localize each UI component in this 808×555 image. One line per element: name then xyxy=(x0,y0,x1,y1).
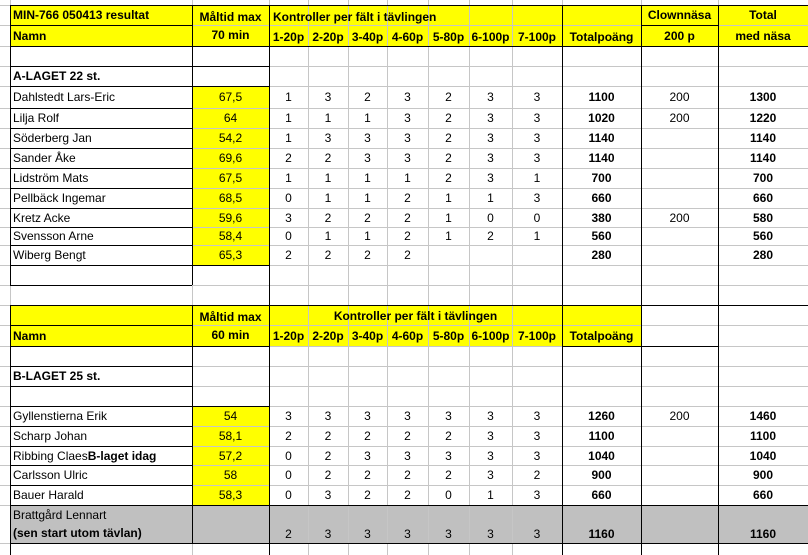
field-score-cell[interactable]: 2 xyxy=(324,468,332,482)
field-score-cell[interactable]: 0 xyxy=(445,488,452,502)
grand-total-cell[interactable]: 560 xyxy=(752,229,774,243)
field-score-cell[interactable]: 3 xyxy=(533,488,541,502)
field-score-cell[interactable] xyxy=(428,245,469,265)
name-column-header: Namn xyxy=(13,28,47,43)
grand-total-cell[interactable]: 1160 xyxy=(749,526,777,541)
name-column-header-b: Namn xyxy=(13,328,47,343)
field-score-cell[interactable]: 2 xyxy=(324,151,332,165)
field-score-cell[interactable]: 2 xyxy=(324,248,332,262)
field-score-cell[interactable]: 3 xyxy=(404,90,411,104)
total-points-cell[interactable]: 1100 xyxy=(588,429,615,443)
field-header-b-6: 6-100p xyxy=(471,329,510,343)
field-score-cell[interactable]: 2 xyxy=(445,151,452,165)
field-score-cell[interactable]: 3 xyxy=(364,409,371,423)
field-score-cell[interactable]: 3 xyxy=(487,526,494,541)
participant-name[interactable]: Scharp Johan xyxy=(13,429,88,443)
field-score-cell[interactable]: 3 xyxy=(487,171,494,185)
field-score-cell[interactable]: 3 xyxy=(404,526,411,541)
field-score-cell[interactable]: 1 xyxy=(324,111,332,125)
participant-name[interactable] xyxy=(10,446,192,465)
field-score-cell[interactable]: 3 xyxy=(487,131,494,145)
clown-nose-cell[interactable]: 200 xyxy=(669,409,690,423)
field-score-cell[interactable]: 1 xyxy=(487,488,494,502)
finish-time-cell[interactable]: 64 xyxy=(223,111,238,125)
total-points-cell[interactable]: 560 xyxy=(591,229,612,243)
field-score-cell[interactable]: 3 xyxy=(324,409,332,423)
field-score-cell[interactable]: 3 xyxy=(533,151,541,165)
participant-name[interactable]: Pellbäck Ingemar xyxy=(13,191,106,205)
field-score-cell[interactable]: 3 xyxy=(533,409,541,423)
field-header-b-7: 7-100p xyxy=(517,329,557,343)
finish-time-cell[interactable]: 58 xyxy=(223,468,238,482)
field-score-cell[interactable]: 3 xyxy=(533,131,541,145)
field-score-cell[interactable]: 3 xyxy=(404,448,411,463)
field-header-7: 7-100p xyxy=(517,30,557,44)
grand-total-cell[interactable]: 1100 xyxy=(749,429,777,443)
field-score-cell[interactable]: 3 xyxy=(487,409,494,423)
time-header-b-line2: 60 min xyxy=(211,328,250,342)
field-score-cell[interactable]: 3 xyxy=(487,448,494,463)
total-points-cell[interactable]: 1020 xyxy=(588,111,615,125)
field-score-cell[interactable]: 3 xyxy=(487,429,494,443)
total-points-cell[interactable]: 660 xyxy=(591,488,612,502)
grid-line xyxy=(10,386,192,387)
field-score-cell[interactable]: 3 xyxy=(285,409,292,423)
field-header-4: 4-60p xyxy=(391,30,424,44)
field-score-cell[interactable]: 3 xyxy=(324,488,332,502)
grand-total-cell[interactable]: 1140 xyxy=(749,151,777,165)
field-score-cell[interactable]: 2 xyxy=(404,210,411,225)
grand-total-cell[interactable]: 660 xyxy=(752,488,774,502)
field-score-cell[interactable]: 1 xyxy=(533,229,541,243)
field-score-cell[interactable]: 1 xyxy=(445,210,452,225)
field-score-cell[interactable]: 2 xyxy=(445,90,452,104)
report-title: MIN-766 050413 resultat xyxy=(13,8,150,22)
field-score-cell[interactable]: 3 xyxy=(404,151,411,165)
field-score-cell[interactable]: 2 xyxy=(533,468,541,482)
field-score-cell[interactable]: 1 xyxy=(285,171,292,185)
total-points-header-b: Totalpoäng xyxy=(569,329,634,343)
participant-name[interactable]: Bauer Harald xyxy=(13,488,84,502)
finish-time-cell[interactable]: 54,2 xyxy=(218,131,243,145)
field-score-cell[interactable]: 3 xyxy=(533,429,541,443)
field-score-cell[interactable]: 3 xyxy=(533,191,541,205)
total-points-cell[interactable]: 1040 xyxy=(588,448,615,463)
grand-total-cell[interactable]: 700 xyxy=(752,171,774,185)
finish-time-cell[interactable]: 68,5 xyxy=(218,191,243,205)
field-score-cell[interactable]: 3 xyxy=(533,526,541,541)
field-score-cell[interactable]: 2 xyxy=(324,210,332,225)
field-score-cell[interactable]: 3 xyxy=(404,131,411,145)
total-points-cell[interactable]: 700 xyxy=(591,171,612,185)
participant-name[interactable]: Carlsson Ulric xyxy=(13,468,88,482)
total-points-cell[interactable]: 1140 xyxy=(588,151,615,165)
team-a-label: A-LAGET 22 st. xyxy=(13,69,101,83)
field-header-b-5: 5-80p xyxy=(432,329,465,343)
total-points-cell[interactable]: 1100 xyxy=(588,90,615,104)
field-score-cell[interactable]: 2 xyxy=(285,248,292,262)
field-score-cell[interactable]: 1 xyxy=(285,111,292,125)
grand-total-cell[interactable]: 580 xyxy=(752,210,774,225)
field-score-cell[interactable]: 3 xyxy=(364,448,371,463)
grid-line xyxy=(10,543,808,544)
field-score-cell[interactable]: 2 xyxy=(404,229,411,243)
grand-total-cell[interactable]: 1220 xyxy=(749,111,777,125)
total-points-cell[interactable]: 280 xyxy=(591,248,612,262)
field-score-cell[interactable]: 3 xyxy=(445,448,452,463)
grand-total-header-line2: med näsa xyxy=(735,28,791,43)
field-score-cell[interactable]: 1 xyxy=(445,229,452,243)
total-points-cell[interactable]: 1260 xyxy=(588,409,615,423)
clown-nose-cell[interactable] xyxy=(641,485,718,505)
outside-participant-note[interactable]: (sen start utom tävlan) xyxy=(13,526,142,540)
team-b-label: B-LAGET 25 st. xyxy=(13,369,101,383)
grid-line xyxy=(192,505,193,543)
grand-total-cell[interactable]: 1460 xyxy=(749,409,777,423)
field-score-cell[interactable]: 2 xyxy=(285,151,292,165)
field-header-b-4: 4-60p xyxy=(391,329,424,343)
field-score-cell[interactable]: 2 xyxy=(364,248,371,262)
field-score-cell[interactable]: 0 xyxy=(285,448,292,463)
field-score-cell[interactable]: 1 xyxy=(324,171,332,185)
field-score-cell[interactable]: 1 xyxy=(364,171,371,185)
clown-nose-cell[interactable] xyxy=(641,168,718,188)
field-header-1: 1-20p xyxy=(272,30,305,44)
clown-nose-cell[interactable] xyxy=(641,227,718,245)
field-score-cell[interactable]: 0 xyxy=(285,191,292,205)
field-score-cell[interactable]: 3 xyxy=(324,131,332,145)
field-score-cell[interactable]: 3 xyxy=(487,111,494,125)
controls-header-b: Kontroller per fält i tävlingen xyxy=(333,309,498,323)
field-score-cell[interactable]: 0 xyxy=(285,468,292,482)
clown-nose-cell[interactable] xyxy=(641,465,718,485)
field-header-b-1: 1-20p xyxy=(272,329,305,343)
field-header-3: 3-40p xyxy=(351,30,384,44)
field-score-cell[interactable]: 2 xyxy=(404,248,411,262)
finish-time-cell[interactable]: 58,3 xyxy=(218,488,243,502)
finish-time-cell[interactable]: 67,5 xyxy=(218,171,243,185)
field-score-cell[interactable]: 2 xyxy=(364,468,371,482)
total-points-header: Totalpoäng xyxy=(569,30,634,44)
participant-name[interactable]: Söderberg Jan xyxy=(13,131,92,145)
field-score-cell[interactable]: 2 xyxy=(445,468,452,482)
field-score-cell[interactable]: 3 xyxy=(533,448,541,463)
field-score-cell[interactable]: 2 xyxy=(324,448,332,463)
grid-line xyxy=(10,46,808,47)
field-score-cell[interactable]: 1 xyxy=(533,171,541,185)
field-score-cell[interactable]: 0 xyxy=(533,210,541,225)
grand-total-cell[interactable]: 900 xyxy=(752,468,774,482)
field-score-cell[interactable]: 3 xyxy=(324,90,332,104)
grid-line xyxy=(10,346,192,347)
controls-header: Kontroller per fält i tävlingen xyxy=(273,10,437,24)
field-score-cell[interactable]: 2 xyxy=(404,191,411,205)
field-score-cell[interactable]: 2 xyxy=(285,526,292,541)
grand-total-header-line1: Total xyxy=(749,8,777,22)
finish-time-cell[interactable]: 67,5 xyxy=(218,90,243,104)
clown-nose-cell[interactable] xyxy=(641,245,718,265)
field-score-cell[interactable]: 3 xyxy=(533,90,541,104)
clown-nose-header: Clownnäsa xyxy=(647,8,712,22)
field-score-cell[interactable]: 0 xyxy=(487,210,494,225)
grid-line xyxy=(10,265,192,266)
grand-total-cell[interactable]: 1040 xyxy=(749,448,777,463)
field-score-cell[interactable]: 2 xyxy=(404,429,411,443)
finish-time-cell[interactable]: 57,2 xyxy=(218,448,243,463)
field-score-cell[interactable]: 1 xyxy=(285,90,292,104)
field-score-cell[interactable]: 1 xyxy=(404,171,411,185)
field-score-cell[interactable]: 3 xyxy=(445,526,452,541)
field-score-cell[interactable] xyxy=(469,245,512,265)
grid-line xyxy=(562,346,718,347)
field-score-cell[interactable]: 2 xyxy=(487,229,494,243)
total-points-cell[interactable]: 380 xyxy=(591,210,612,225)
field-score-cell[interactable]: 3 xyxy=(324,526,332,541)
field-score-cell[interactable]: 3 xyxy=(404,409,411,423)
finish-time-cell[interactable]: 59,6 xyxy=(218,210,243,225)
finish-time-cell[interactable]: 54 xyxy=(223,409,238,423)
field-score-cell[interactable]: 2 xyxy=(404,468,411,482)
clown-nose-cell[interactable]: 200 xyxy=(669,90,690,104)
participant-name[interactable]: Sander Åke xyxy=(13,151,76,165)
field-score-cell[interactable]: 2 xyxy=(324,429,332,443)
participant-name[interactable]: Dahlstedt Lars-Eric xyxy=(13,90,116,104)
field-header-5: 5-80p xyxy=(432,30,465,44)
field-score-cell[interactable]: 3 xyxy=(404,111,411,125)
grid-line xyxy=(192,265,269,266)
time-header-line2: 70 min xyxy=(211,28,250,42)
field-header-6: 6-100p xyxy=(471,30,510,44)
participant-note: B-laget idag xyxy=(87,448,157,463)
participant-name-text: Ribbing Claes xyxy=(13,448,88,463)
participant-name[interactable]: Kretz Acke xyxy=(13,210,71,225)
clown-nose-cell[interactable] xyxy=(641,148,718,168)
field-score-cell[interactable]: 1 xyxy=(285,131,292,145)
field-score-cell[interactable]: 2 xyxy=(445,171,452,185)
time-header-b-line1: Måltid max xyxy=(199,310,262,324)
time-header-line1: Måltid max xyxy=(199,10,262,24)
field-score-cell[interactable]: 1 xyxy=(445,191,452,205)
grand-total-cell[interactable]: 1300 xyxy=(749,90,777,104)
field-score-cell[interactable]: 2 xyxy=(445,131,452,145)
field-score-cell[interactable] xyxy=(512,245,562,265)
finish-time-cell[interactable]: 58,4 xyxy=(218,229,243,243)
clown-nose-cell[interactable] xyxy=(641,188,718,208)
field-header-b-2: 2-20p xyxy=(312,329,344,343)
participant-name[interactable]: Lilja Rolf xyxy=(13,111,60,125)
grid-line xyxy=(10,285,192,286)
field-header-b-3: 3-40p xyxy=(351,329,384,343)
clown-nose-cell[interactable] xyxy=(641,426,718,446)
field-score-cell[interactable]: 2 xyxy=(364,488,371,502)
field-score-cell[interactable]: 3 xyxy=(285,210,292,225)
field-score-cell[interactable]: 3 xyxy=(487,468,494,482)
field-score-cell[interactable]: 1 xyxy=(487,191,494,205)
field-score-cell[interactable]: 2 xyxy=(404,488,411,502)
participant-name[interactable]: Wiberg Bengt xyxy=(13,248,86,262)
clown-nose-cell[interactable] xyxy=(641,446,718,465)
field-score-cell[interactable]: 3 xyxy=(533,111,541,125)
field-score-cell[interactable]: 3 xyxy=(364,131,371,145)
field-score-cell[interactable]: 3 xyxy=(487,151,494,165)
outside-participant-name[interactable]: Brattgård Lennart xyxy=(13,508,107,522)
grid-line xyxy=(192,66,269,67)
participant-name[interactable]: Svensson Arne xyxy=(13,229,94,243)
grand-total-cell[interactable]: 660 xyxy=(752,191,774,205)
total-points-cell[interactable]: 900 xyxy=(591,468,612,482)
grand-total-cell[interactable]: 1140 xyxy=(749,131,777,145)
clown-nose-cell[interactable]: 200 xyxy=(669,111,690,125)
total-points-cell[interactable]: 1140 xyxy=(588,131,615,145)
grand-total-cell[interactable]: 280 xyxy=(752,248,774,262)
field-score-cell[interactable]: 0 xyxy=(285,488,292,502)
total-points-cell[interactable]: 660 xyxy=(591,191,612,205)
field-header-2: 2-20p xyxy=(312,30,344,44)
field-score-cell[interactable]: 2 xyxy=(364,210,371,225)
field-score-cell[interactable]: 2 xyxy=(364,90,371,104)
participant-name[interactable]: Gyllenstierna Erik xyxy=(13,409,108,423)
field-score-cell[interactable]: 3 xyxy=(487,90,494,104)
clown-nose-points-header: 200 p xyxy=(664,28,695,43)
field-score-cell[interactable]: 0 xyxy=(285,229,292,243)
field-score-cell[interactable]: 1 xyxy=(364,111,371,125)
finish-time-cell[interactable]: 65,3 xyxy=(218,248,243,262)
finish-time-cell[interactable]: 58,1 xyxy=(218,429,243,443)
field-score-cell[interactable]: 1 xyxy=(364,191,371,205)
clown-nose-cell[interactable] xyxy=(641,128,718,148)
field-score-cell[interactable]: 1 xyxy=(324,191,332,205)
field-score-cell[interactable]: 1 xyxy=(364,229,371,243)
field-score-cell[interactable]: 2 xyxy=(445,429,452,443)
field-score-cell[interactable]: 3 xyxy=(364,526,371,541)
field-score-cell[interactable]: 1 xyxy=(324,229,332,243)
field-score-cell[interactable]: 2 xyxy=(285,429,292,443)
clown-nose-cell[interactable]: 200 xyxy=(669,210,690,225)
participant-name[interactable]: Lidström Mats xyxy=(13,171,89,185)
finish-time-cell[interactable]: 69,6 xyxy=(218,151,243,165)
field-score-cell[interactable]: 2 xyxy=(445,111,452,125)
field-score-cell[interactable]: 3 xyxy=(445,409,452,423)
field-score-cell[interactable]: 3 xyxy=(364,151,371,165)
total-points-cell[interactable]: 1160 xyxy=(588,526,615,541)
field-score-cell[interactable]: 2 xyxy=(364,429,371,443)
